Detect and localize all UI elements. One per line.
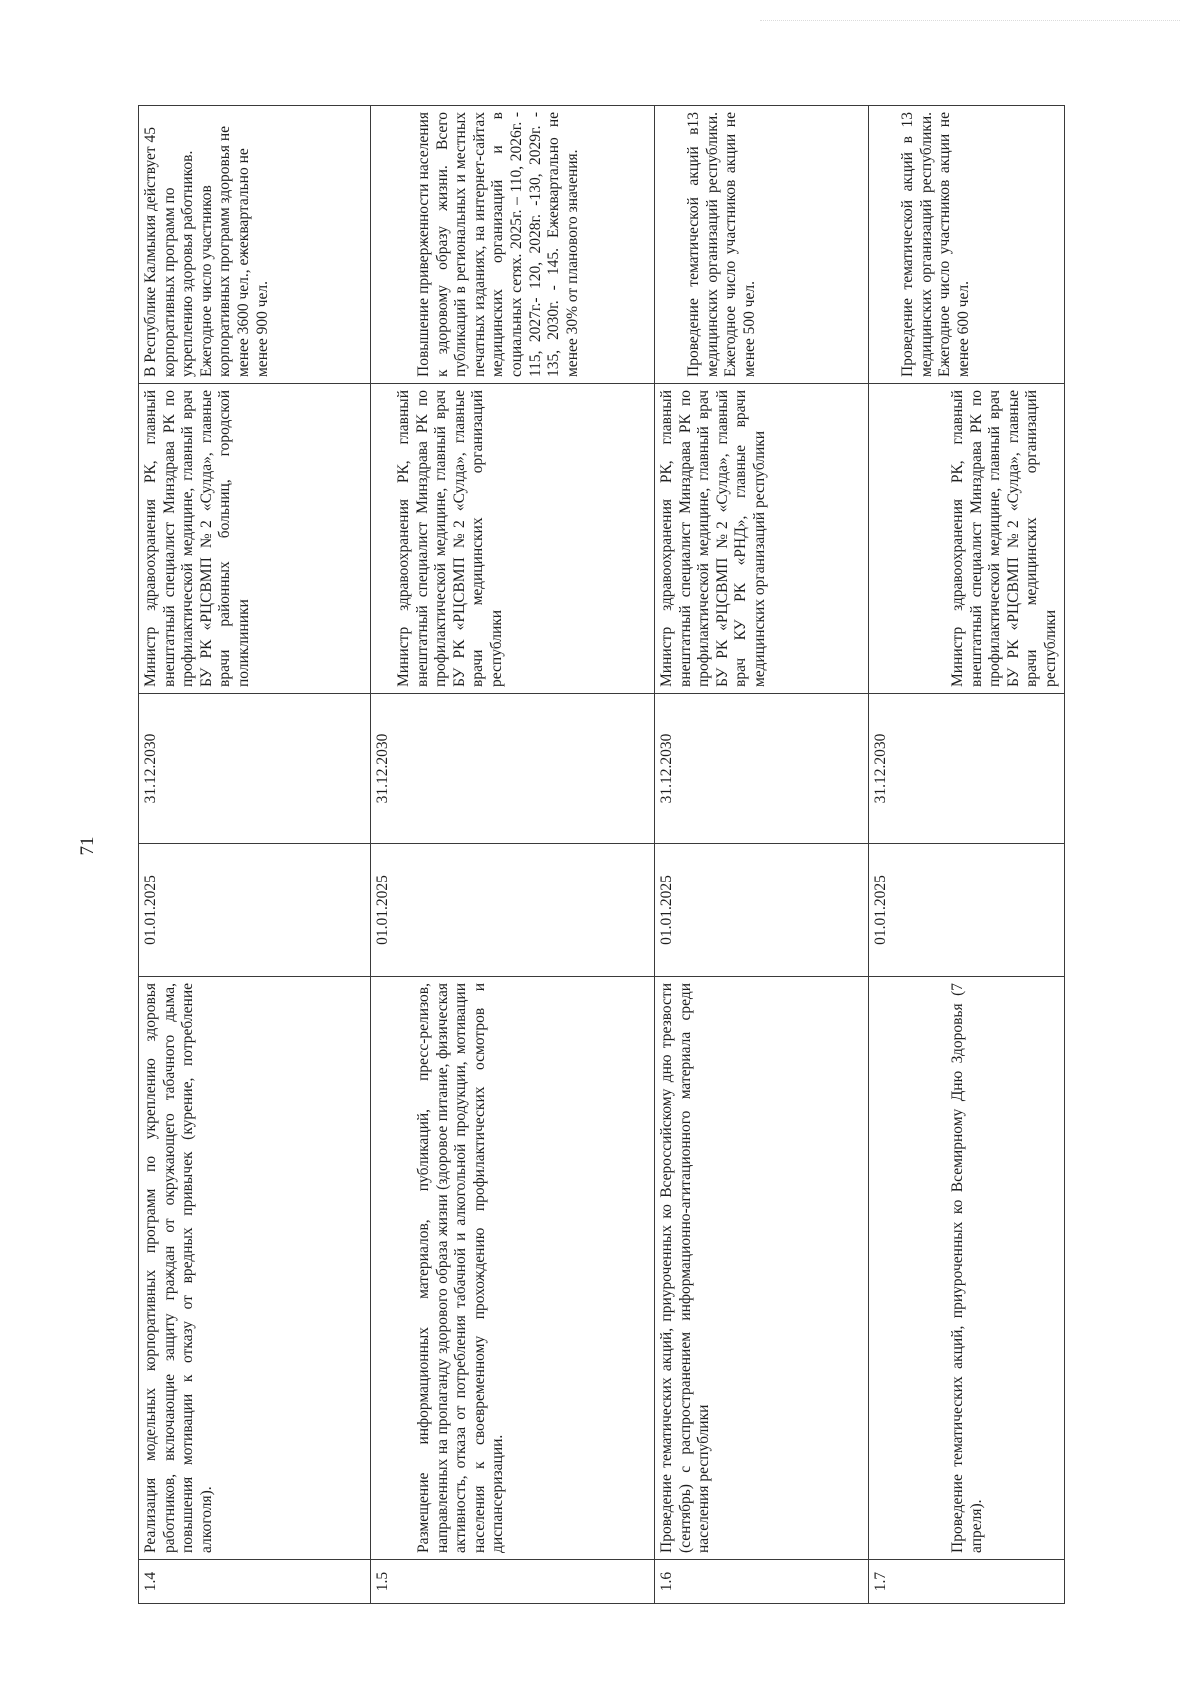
table-row — [371, 106, 655, 1604]
start-date: 01.01.2025 — [139, 844, 371, 977]
measure-description: Проведение тематических акций, приуроченных ко Всемирному Дню Здоровья (7 апреля). — [869, 977, 1065, 1560]
row-number: 1.5 — [371, 1560, 655, 1604]
measure-description: Реализация модельных корпоративных программ по укреплению здоровья работников, включающие защиту граждан от окружающего табачного дыма, повышения мотивации к отказу от вредных привычек (курение, потребление алкоголя). — [139, 977, 371, 1560]
end-date: 31.12.2030 — [869, 694, 1065, 844]
action-plan-table — [138, 105, 1065, 1604]
table-row — [655, 106, 869, 1604]
expected-result: Проведение тематической акций в 13 медицинских организаций республики. Ежегодное число участников акции не менее 600 чел. — [869, 106, 1065, 384]
page-number: 71 — [77, 836, 98, 856]
table-row — [139, 106, 371, 1604]
row-number: 1.6 — [655, 1560, 869, 1604]
rotated-page-content — [138, 106, 1058, 1604]
table-row — [869, 106, 1065, 1604]
measure-description: Проведение тематических акций, приуроченных ко Всероссийскому дню трезвости (сентябрь) с распространением информационно-агитационного материала среди населения республики — [655, 977, 869, 1560]
measure-description: Размещение информационных материалов, публикаций, пресс-релизов, направленных на пропаганду здорового образа жизни (здоровое питание, физическая активность, отказа от потребления табачной и алкогольной продукции, мотивации населения к своевременному прохождению профилактических осмотров и диспансеризации. — [371, 977, 655, 1560]
row-number: 1.4 — [139, 1560, 371, 1604]
expected-result: Повышение приверженности населения к здоровому образу жизни. Всего публикаций в региональных и местных печатных изданиях, на интернет-сайтах медицинских организаций и в социальных сетях. 2025г. – 110, 2026г. - 115, 2027г.- 120, 2028г. -130, 2029г. - 135, 2030г. - 145. Ежеквартально не менее 30% от планового значения. — [371, 106, 655, 384]
responsible-persons: Министр здравоохранения РК, главный внештатный специалист Минздрава РК по профилактической медицине, главный врач БУ РК «РЦСВМП №2 «Сулда», главные врачи медицинских организаций республики — [371, 384, 655, 694]
responsible-persons: Министр здравоохранения РК, главный внештатный специалист Минздрава РК по профилактической медицине, главный врач БУ РК «РЦСВМП №2 «Сулда», главный врач КУ РК «РНД», главные врачи медицинских организаций республики — [655, 384, 869, 694]
end-date: 31.12.2030 — [371, 694, 655, 844]
start-date: 01.01.2025 — [371, 844, 655, 977]
scan-artifact — [760, 20, 1180, 24]
start-date: 01.01.2025 — [655, 844, 869, 977]
responsible-persons: Министр здравоохранения РК, главный внештатный специалист Минздрава РК по профилактической медицине, главный врач БУ РК «РЦСВМП №2 «Сулда», главные врачи медицинских организаций республики — [869, 384, 1065, 694]
responsible-persons: Министр здравоохранения РК, главный внештатный специалист Минздрава РК по профилактической медицине, главный врач БУ РК «РЦСВМП №2 «Сулда», главные врачи районных больниц, городской поликлиники — [139, 384, 371, 694]
row-number: 1.7 — [869, 1560, 1065, 1604]
end-date: 31.12.2030 — [139, 694, 371, 844]
expected-result: В Республике Калмыкия действует 45 корпоративных программ по укреплению здоровья работников. Ежегодное число участников корпоративных программ здоровья не менее 3600 чел., ежеквартально не менее 900 чел. — [139, 106, 371, 384]
end-date: 31.12.2030 — [655, 694, 869, 844]
start-date: 01.01.2025 — [869, 844, 1065, 977]
expected-result: Проведение тематической акций в13 медицинских организаций республики. Ежегодное число участников акции не менее 500 чел. — [655, 106, 869, 384]
